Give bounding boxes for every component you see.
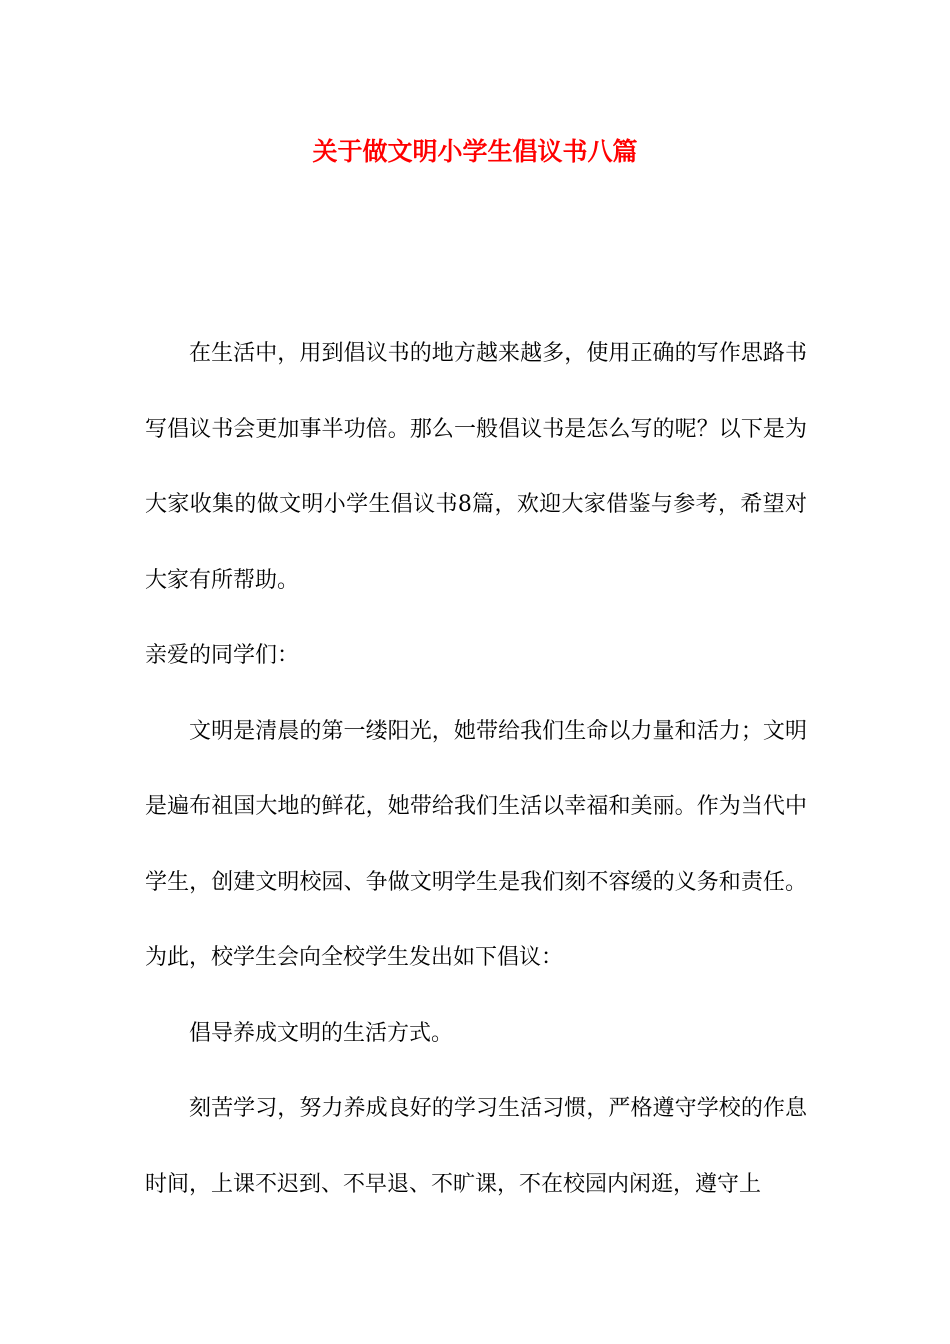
proposal-heading: 倡导养成文明的生活方式。	[189, 1020, 454, 1046]
intro-paragraph: 在生活中，用到倡议书的地方越来越多，使用正确的写作思路书写倡议书会更加事半功倍。那么一般倡议书是怎么写的呢？以下是为大家收集的做文明小学生倡议书8篇，欢迎大家借鉴与参考，希望对大家有所帮助。	[145, 341, 807, 593]
body-paragraph: 文明是清晨的第一缕阳光，她带给我们生命以力量和活力；文明是遍布祖国大地的鲜花，她带给我们生活以幸福和美丽。作为当代中学生，创建文明校园、争做文明学生是我们刻不容缓的义务和责任。为此，校学生会向全校学生发出如下倡议：	[145, 718, 807, 970]
document-title: 关于做文明小学生倡议书八篇	[312, 137, 638, 166]
salutation: 亲爱的同学们：	[145, 643, 300, 668]
document-body	[145, 316, 807, 1222]
body-paragraph: 刻苦学习，努力养成良好的学习生活习惯，严格遵守学校的作息时间，上课不迟到、不早退、不旷课，不在校园内闲逛，遵守上	[145, 1096, 807, 1197]
